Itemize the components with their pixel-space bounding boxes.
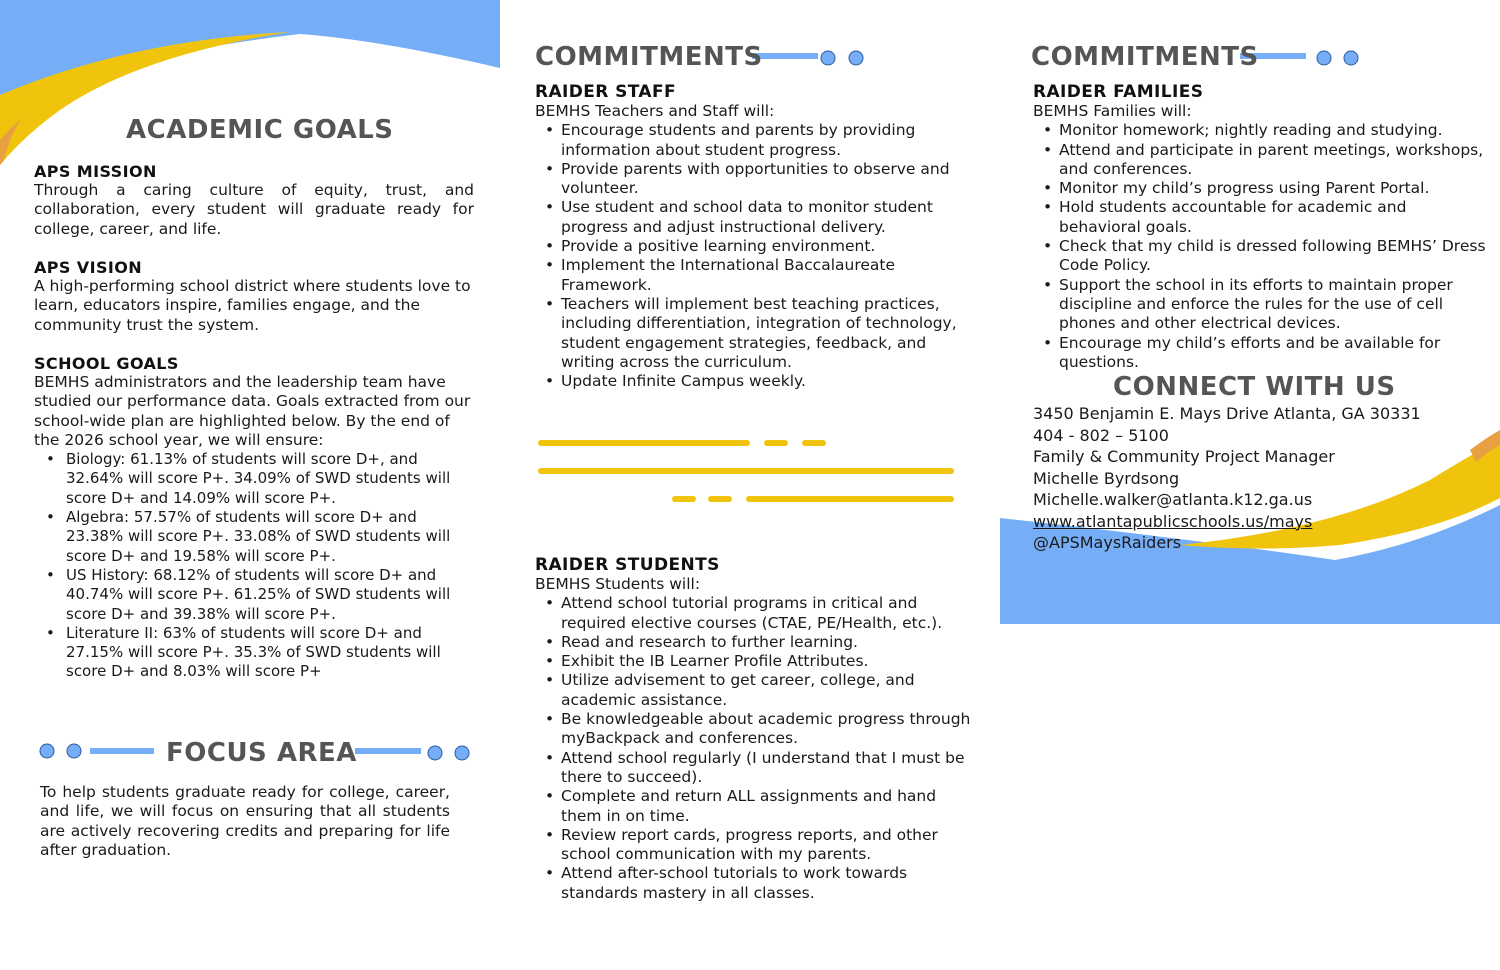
student-item: • Complete and return ALL assignments and hand them in on time. xyxy=(535,787,980,826)
raider-families-section xyxy=(1033,82,1493,372)
school-goals-list xyxy=(34,450,459,682)
goal-item: • US History: 68.12% of students will score D+ and 40.74% will score P+. 61.25% of SWD students will score D+ and 39.38% will score P+. xyxy=(34,566,459,624)
student-item: • Be knowledgeable about academic progress through myBackpack and conferences. xyxy=(535,710,980,749)
family-item: • Monitor homework; nightly reading and studying. xyxy=(1033,121,1493,140)
family-item: • Check that my child is dressed following BEMHS’ Dress Code Policy. xyxy=(1033,237,1493,276)
connect-with-us-title: CONNECT WITH US xyxy=(1113,372,1396,402)
contact-name: Michelle Byrdsong xyxy=(1033,468,1180,488)
student-item: • Attend school regularly (I understand that I must be there to succeed). xyxy=(535,749,980,788)
raider-students-heading: RAIDER STUDENTS xyxy=(535,555,720,575)
goal-item: • Algebra: 57.57% of students will score D+ and 23.38% will score P+. 33.08% of SWD students will score D+ and 19.58% will score P+. xyxy=(34,508,459,566)
student-item: • Utilize advisement to get career, college, and academic assistance. xyxy=(535,671,980,710)
student-item: • Attend school tutorial programs in critical and required elective courses (CTAE, PE/Health, etc.). xyxy=(535,594,980,633)
family-item: • Attend and participate in parent meetings, workshops, and conferences. xyxy=(1033,141,1493,180)
contact-phone: 404 - 802 – 5100 xyxy=(1033,425,1169,445)
staff-item: • Implement the International Baccalaureate Framework. xyxy=(535,256,980,295)
academic-goals-title: ACADEMIC GOALS xyxy=(126,115,394,145)
aps-mission-heading: APS MISSION xyxy=(34,162,157,181)
contact-role: Family & Community Project Manager xyxy=(1033,447,1335,466)
website-link[interactable]: www.atlantapublicschools.us/mays xyxy=(1033,511,1313,531)
raider-students-list xyxy=(535,594,980,903)
raider-staff-section xyxy=(535,82,980,391)
aps-vision-section xyxy=(34,258,474,335)
staff-item: • Update Infinite Campus weekly. xyxy=(535,372,980,391)
aps-mission-text: Through a caring culture of equity, trust, and collaboration, every student will graduate ready for college, career, and life. xyxy=(34,181,474,238)
school-goals-text: BEMHS administrators and the leadership team have studied our performance data. Goals extracted from our school-wide plan are highlighted below. By the end of the 2026 school year, we will ensure: xyxy=(34,373,471,449)
raider-staff-intro: BEMHS Teachers and Staff will: xyxy=(535,102,775,120)
family-item: • Encourage my child’s efforts and be available for questions. xyxy=(1033,334,1493,373)
raider-students-section xyxy=(535,555,980,903)
goal-item: • Literature II: 63% of students will score D+ and 27.15% will score P+. 35.3% of SWD students will score D+ and 8.03% will score P+ xyxy=(34,624,459,682)
raider-families-heading: RAIDER FAMILIES xyxy=(1033,82,1204,102)
aps-vision-text: A high-performing school district where students love to learn, educators inspire, families engage, and the community trust the system. xyxy=(34,277,471,334)
school-goals-section xyxy=(34,354,474,682)
contact-email[interactable]: Michelle.walker@atlanta.k12.ga.us xyxy=(1033,490,1313,509)
staff-item: • Teachers will implement best teaching practices, including differentiation, integration of technology, student engagement strategies, feedback, and writing across the curriculum. xyxy=(535,295,980,372)
focus-ornament-right xyxy=(355,746,469,760)
family-item: • Support the school in its efforts to maintain proper discipline and enforce the rules for the use of cell phones and other electrical devices. xyxy=(1033,276,1493,334)
focus-area-text: To help students graduate ready for college, career, and life, we will focus on ensuring that all students are actively recovering credits and preparing for life after graduation. xyxy=(40,783,450,859)
staff-item: • Encourage students and parents by providing information about student progress. xyxy=(535,121,980,160)
aps-vision-heading: APS VISION xyxy=(34,258,143,277)
social-handle[interactable]: @APSMaysRaiders xyxy=(1033,533,1182,552)
aps-mission-section xyxy=(34,162,474,239)
family-item: • Hold students accountable for academic and behavioral goals. xyxy=(1033,198,1493,237)
staff-item: • Use student and school data to monitor student progress and adjust instructional delivery. xyxy=(535,198,980,237)
student-item: • Review report cards, progress reports, and other school communication with my parents. xyxy=(535,826,980,865)
family-item: • Monitor my child’s progress using Parent Portal. xyxy=(1033,179,1493,198)
school-goals-heading: SCHOOL GOALS xyxy=(34,354,179,373)
student-item: • Exhibit the IB Learner Profile Attributes. xyxy=(535,652,980,671)
raider-staff-heading: RAIDER STAFF xyxy=(535,82,677,102)
focus-area-title: FOCUS AREA xyxy=(166,738,357,768)
contact-block xyxy=(1033,403,1493,554)
raider-staff-list xyxy=(535,121,980,391)
commitments-title-middle: COMMITMENTS xyxy=(535,42,763,72)
student-item: • Read and research to further learning. xyxy=(535,633,980,652)
commitments-title-right: COMMITMENTS xyxy=(1031,42,1259,72)
raider-students-intro: BEMHS Students will: xyxy=(535,575,701,593)
focus-ornament-left xyxy=(40,744,154,758)
middle-dash-divider xyxy=(538,440,954,502)
raider-families-intro: BEMHS Families will: xyxy=(1033,102,1192,120)
student-item: • Attend after-school tutorials to work towards standards mastery in all classes. xyxy=(535,864,980,903)
middle-title-ornament xyxy=(752,51,863,65)
contact-address: 3450 Benjamin E. Mays Drive Atlanta, GA 30331 xyxy=(1033,404,1421,423)
staff-item: • Provide a positive learning environment. xyxy=(535,237,980,256)
goal-item: • Biology: 61.13% of students will score D+, and 32.64% will score P+. 34.09% of SWD students will score D+ and 14.09% will score P+. xyxy=(34,450,459,508)
staff-item: • Provide parents with opportunities to observe and volunteer. xyxy=(535,160,980,199)
raider-families-list xyxy=(1033,121,1493,372)
